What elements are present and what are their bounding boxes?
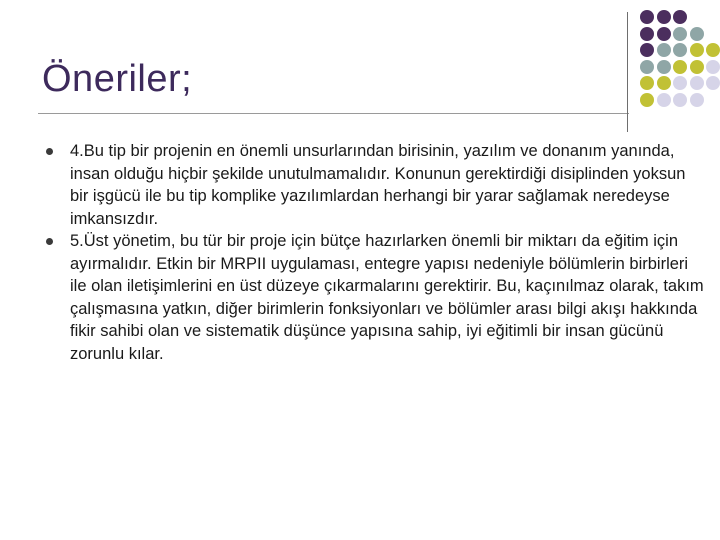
slide-title: Öneriler; xyxy=(42,58,193,100)
decorative-dot xyxy=(640,60,654,74)
bullet-list xyxy=(46,140,706,365)
decorative-dot xyxy=(690,76,704,90)
bullet-text: 4.Bu tip bir projenin en önemli unsurlarından birisinin, yazılım ve donanım yanında, insan olduğu hiçbir şekilde unutulmamalıdır. Konunun gerektirdiği disiplinden yoksun bir işgücü ile bu tip komplike yazılımlardan herhangi bir yarar sağlamak neredeyse imkansızdır. xyxy=(70,142,686,228)
decorative-dot xyxy=(690,93,704,107)
decorative-dot xyxy=(706,43,720,57)
decorative-dot xyxy=(673,27,687,41)
decorative-dot xyxy=(657,93,671,107)
decorative-dot xyxy=(640,27,654,41)
decorative-dot xyxy=(673,43,687,57)
title-divider xyxy=(38,113,629,114)
decorative-dot xyxy=(657,10,671,24)
decorative-dot xyxy=(640,43,654,57)
decorative-dot xyxy=(673,76,687,90)
bullet-icon xyxy=(46,238,53,245)
decorative-dot xyxy=(640,93,654,107)
bullet-text: 5.Üst yönetim, bu tür bir proje için bütçe hazırlarken önemli bir miktarı da eğitim için ayırmalıdır. Etkin bir MRPII uygulaması, entegre yapısı nedeniyle bölümlerin birbirleri ile olan iletişimlerini en üst düzeye çıkarmalarını gerektirir. Bu, kaçınılmaz olarak, takım çalışmasına yatkın, diğer birimlerin fonksiyonları ve bölümler arası bilgi akışı hakkında fikir sahibi olan ve sistematik düşünce yapısına sahip, iyi eğitimli bir insan gücünü zorunlu kılar. xyxy=(70,232,704,363)
decorative-dot xyxy=(706,76,720,90)
decorative-dot xyxy=(640,10,654,24)
bullet-item xyxy=(46,230,706,365)
decorative-dot xyxy=(690,27,704,41)
decorative-dot-grid xyxy=(640,10,720,120)
decorative-dot xyxy=(690,60,704,74)
decorative-dot xyxy=(657,60,671,74)
decorative-dot xyxy=(690,43,704,57)
decorative-dot xyxy=(657,43,671,57)
vertical-divider xyxy=(627,12,628,132)
decorative-dot xyxy=(673,10,687,24)
decorative-dot xyxy=(673,60,687,74)
bullet-icon xyxy=(46,148,53,155)
bullet-item xyxy=(46,140,706,230)
decorative-dot xyxy=(706,60,720,74)
decorative-dot xyxy=(657,76,671,90)
decorative-dot xyxy=(657,27,671,41)
decorative-dot xyxy=(673,93,687,107)
decorative-dot xyxy=(640,76,654,90)
